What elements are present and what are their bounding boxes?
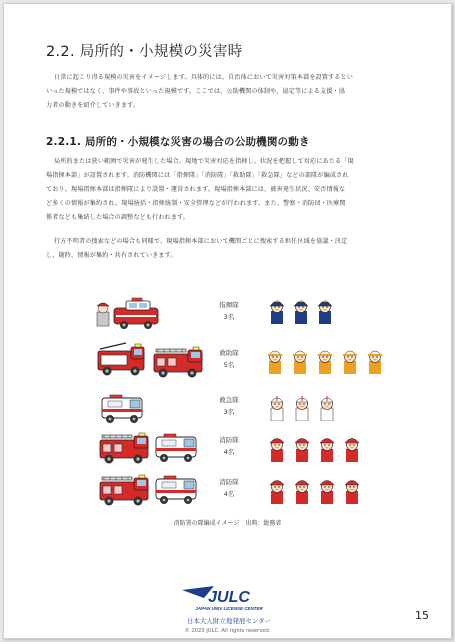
commander-icon <box>268 296 286 324</box>
fire-engine-icon <box>152 344 206 380</box>
unit-label <box>209 476 249 500</box>
unit-count: 5名 <box>223 361 235 369</box>
body-paragraph <box>46 235 416 263</box>
body-paragraph <box>46 155 416 225</box>
command-car-icon <box>94 296 164 332</box>
unit-label <box>209 299 249 323</box>
document-page <box>3 3 452 639</box>
text-line: 日常に起こり得る規模の災害をイメージします。具体的には、自治体において災害対策本部を設置するとい <box>54 74 354 81</box>
ambulance-icon <box>154 430 202 464</box>
figure-caption: 消防署の隊編成イメージ 出典：総務省 <box>173 520 282 527</box>
unit-count: 4名 <box>223 490 235 498</box>
firefighter-icon <box>318 434 336 462</box>
ambulance-icon <box>154 472 202 506</box>
text-line: 場指揮本部」が設置されます。消防機関には「指揮隊」「消防隊」「救助隊」「救急隊」などの部隊が編成され <box>46 172 349 179</box>
unit-name: 救助隊 <box>219 349 239 357</box>
firefighter-icon <box>293 434 311 462</box>
text-line: 行方不明者の捜索などの場合も同様で、現場指揮本部において機関ごとに捜索する担任区域を協議・決定 <box>54 238 348 245</box>
copyright: © 2023 JULC. All rights reserved. <box>184 628 271 634</box>
unit-count: 4名 <box>223 448 235 456</box>
intro-paragraph <box>46 71 416 113</box>
unit-label <box>209 434 249 458</box>
paramedic-icon <box>293 393 311 421</box>
commander-icon <box>292 296 310 324</box>
text-line: ど多くの情報が集約され、現場統括・指揮統制・安全管理などが行われます。また、警察・消防団・医療関 <box>46 200 346 207</box>
ambulance-icon <box>100 391 148 425</box>
unit-name: 救急隊 <box>219 396 239 404</box>
firefighter-icon <box>293 476 311 504</box>
julc-logo-icon <box>174 586 284 612</box>
firefighter-icon <box>343 476 361 504</box>
unit-label <box>209 394 249 418</box>
org-name: 日本大人財立地発展センター <box>186 617 272 625</box>
text-line: いった規模ではなく、事件や事故といった規模です。ここでは、公助機関の体制や、協定等による支援・協 <box>46 88 345 95</box>
firefighter-icon <box>343 434 361 462</box>
rescuer-icon <box>291 346 309 374</box>
firefighter-icon <box>318 476 336 504</box>
section-title: 2.2. 局所的・小規模の災害時 <box>46 44 243 60</box>
fire-engine-icon <box>98 472 152 508</box>
footer-logo <box>174 586 284 625</box>
rescuer-icon <box>341 346 359 374</box>
unit-count: 3名 <box>223 313 235 321</box>
logo-subtext: JAPAN UNIV LICENSE CENTER <box>195 606 263 611</box>
unit-name: 指揮隊 <box>219 301 239 309</box>
text-line: 力者の動きを紹介していきます。 <box>46 102 140 109</box>
unit-count: 3名 <box>223 408 235 416</box>
firefighter-icon <box>268 476 286 504</box>
rescuer-icon <box>316 346 334 374</box>
paramedic-icon <box>318 393 336 421</box>
text-line: し、随時、情報が集約・共有されていきます。 <box>46 252 177 259</box>
text-line: 局所的または狭い範囲で災害が発生した場合、現地で災害対応を指揮し、状況を把握して対応にあたる「現 <box>54 158 354 165</box>
commander-icon <box>316 296 334 324</box>
rescue-truck-icon <box>96 342 150 378</box>
unit-name: 消防隊 <box>219 436 239 444</box>
rescuer-icon <box>366 346 384 374</box>
text-line: ており、現場指揮本部は指揮隊により設置・運営されます。現場指揮本部には、被害発生状況、安否情報な <box>46 186 346 193</box>
paramedic-icon <box>268 393 286 421</box>
fire-engine-icon <box>98 430 152 466</box>
firefighter-icon <box>268 434 286 462</box>
unit-name: 消防隊 <box>219 478 239 486</box>
logo-text: JULC <box>208 589 250 606</box>
text-line: 係者なども集結した場合の調整なども行われます。 <box>46 214 190 221</box>
unit-label <box>209 347 249 371</box>
rescuer-icon <box>266 346 284 374</box>
subsection-title: 2.2.1. 局所的・小規模な災害の場合の公助機関の動き <box>46 136 310 148</box>
page-number: 15 <box>415 609 429 622</box>
